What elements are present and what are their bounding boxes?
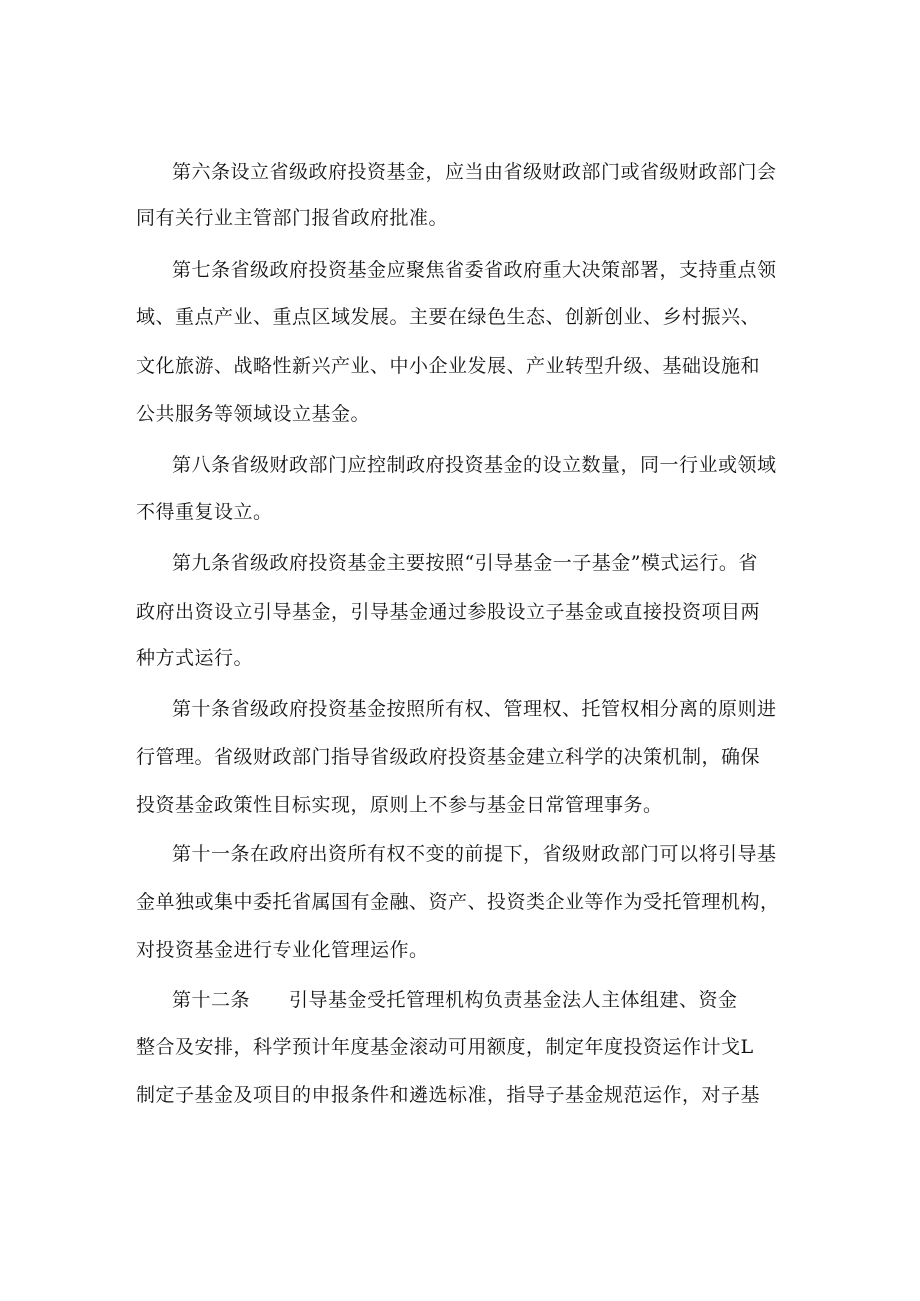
article-8-line-2: 不得重复设立。 [136,501,273,523]
article-7-line-3: 文化旅游、战略性新兴产业、中小企业发展、产业转型升级、基础设施和 [136,355,761,377]
article-8-line-1: 第八条省级财政部门应控制政府投资基金的设立数量，同一行业或领域 [172,454,777,476]
article-7-line-2: 域、重点产业、重点区域发展。主要在绿色生态、创新创业、乡村振兴、 [136,306,761,328]
article-11-line-3: 对投资基金进行专业化管理运作。 [136,939,429,961]
article-11-line-1: 第十一条在政府出资所有权不变的前提下，省级财政部门可以将引导基 [172,843,777,865]
article-7-line-4: 公共服务等领域设立基金。 [136,403,371,425]
article-12-line-2: 整合及安排，科学预计年度基金滚动可用额度，制定年度投资运作计戈L [136,1036,754,1058]
article-9-line-3: 种方式运行。 [136,647,254,669]
article-9-line-1: 第九条省级政府投资基金主要按照“引导基金一子基金”模式运行。省 [172,552,758,574]
article-12-line-1: 第十二条 引导基金受托管理机构负责基金法人主体组建、资金 [172,989,738,1011]
article-10-line-1: 第十条省级政府投资基金按照所有权、管理权、托管权相分离的原则进 [172,698,777,720]
article-7-line-1: 第七条省级政府投资基金应聚焦省委省政府重大决策部署，支持重点领 [172,259,777,281]
article-12-line-3: 制定子基金及项目的申报条件和遴选标准，指导子基金规范运作，对子基 [136,1084,761,1106]
article-6-line-1: 第六条设立省级政府投资基金，应当由省级财政部门或省级财政部门会 [172,161,777,183]
article-10-line-3: 投资基金政策性目标实现，原则上不参与基金日常管理事务。 [136,794,663,816]
article-11-line-2: 金单独或集中委托省属国有金融、资产、投资类企业等作为受托管理机构， [136,891,780,913]
article-9-line-2: 政府出资设立引导基金，引导基金通过参股设立子基金或直接投资项目两 [136,601,761,623]
article-6-line-2: 同有关行业主管部门报省政府批准。 [136,207,449,229]
article-10-line-2: 行管理。省级财政部门指导省级政府投资基金建立科学的决策机制，确保 [136,746,761,768]
